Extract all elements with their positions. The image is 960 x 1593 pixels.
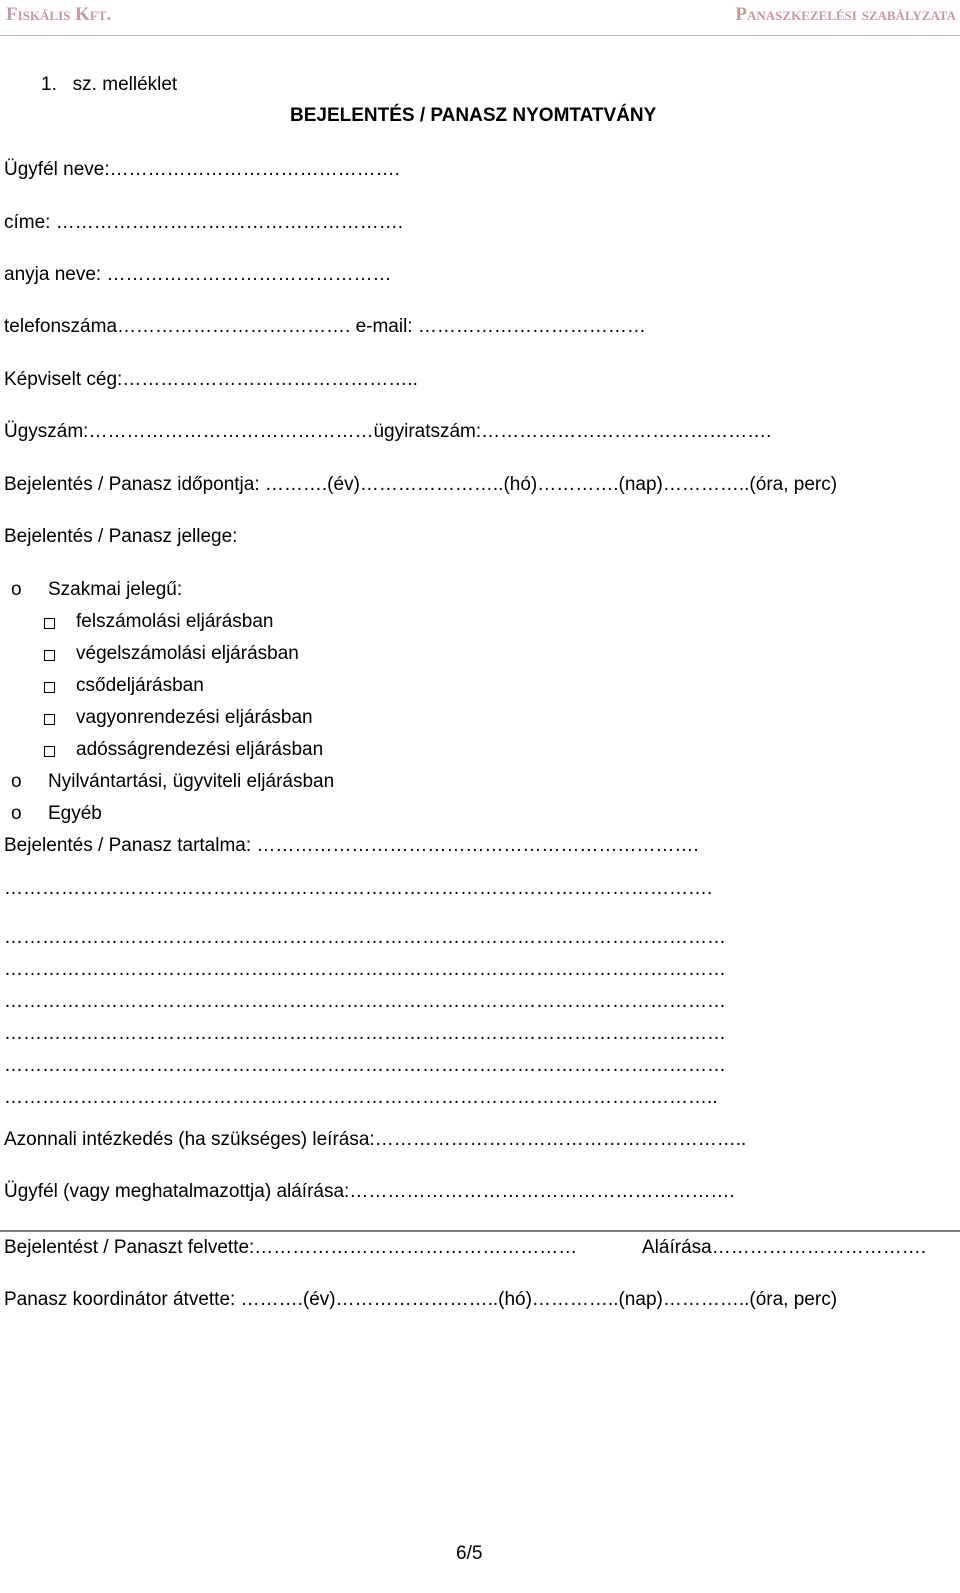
category-registry-administration: Nyilvántartási, ügyviteli eljárásban — [48, 771, 335, 792]
category-other: Egyéb — [48, 803, 102, 824]
checkbox-debt-settlement[interactable] — [44, 746, 55, 757]
content-dot-line: …………………………………………………………………………………………………… — [4, 1023, 726, 1044]
signature-field: Aláírása……………………………. — [642, 1237, 926, 1258]
mother-name-field: anyja neve: ……………………………………… — [4, 264, 392, 285]
complaint-type-label: Bejelentés / Panasz jellege: — [4, 526, 238, 547]
phone-email-field: telefonszáma………………………………. e-mail: ……………………………… — [4, 316, 646, 337]
header-company: Fiskális Kft. — [6, 4, 112, 25]
content-dot-line: …………………………………………………………………………………………………… — [4, 991, 726, 1012]
bullet-icon: o — [11, 771, 22, 792]
category-professional: Szakmai jelegű: — [48, 579, 183, 600]
page-number: 6/5 — [456, 1543, 483, 1564]
content-dot-line: …………………………………………………………………………………………………. — [4, 878, 713, 899]
annex-label: 1. sz. melléklet — [41, 74, 178, 95]
subitem-label: felszámolási eljárásban — [76, 611, 274, 632]
header-divider — [0, 35, 960, 36]
subitem-label: végelszámolási eljárásban — [76, 643, 299, 664]
checkbox-voluntary-liquidation[interactable] — [44, 650, 55, 661]
complaint-content-label: Bejelentés / Panasz tartalma: ……………………………………………………………. — [4, 835, 699, 856]
subitem-label: vagyonrendezési eljárásban — [76, 707, 313, 728]
checkbox-asset-settlement[interactable] — [44, 714, 55, 725]
case-number-field: Ügyszám:………………………………………ügyiratszám:………………………………………. — [4, 421, 772, 442]
form-title: BEJELENTÉS / PANASZ NYOMTATVÁNY — [290, 105, 657, 126]
immediate-action-field: Azonnali intézkedés (ha szükséges) leírása:………………………………………………….. — [4, 1129, 747, 1150]
client-signature-field: Ügyfél (vagy meghatalmazottja) aláírása:……………………………………………………. — [4, 1181, 735, 1202]
header-document-title: Panaszkezelési szabályzata — [735, 4, 956, 25]
address-field: címe: ………………………………………………. — [4, 212, 404, 233]
content-dot-line: …………………………………………………………………………………………………… — [4, 959, 726, 980]
section-divider — [0, 1230, 960, 1232]
client-name-field: Ügyfél neve:………………………………………. — [4, 159, 400, 180]
complaint-date-field: Bejelentés / Panasz időpontja: ……….(év)…………………..(hó)………….(nap)…………..(óra, perc) — [4, 474, 838, 495]
bullet-icon: o — [11, 579, 22, 600]
bullet-icon: o — [11, 803, 22, 824]
subitem-label: adósságrendezési eljárásban — [76, 739, 324, 760]
content-dot-line: …………………………………………………………………………………………………… — [4, 1055, 726, 1076]
checkbox-bankruptcy-proceedings[interactable] — [44, 682, 55, 693]
coordinator-received-field: Panasz koordinátor átvette: ……….(év)……………………..(hó)…………..(nap)…………..(óra, perc) — [4, 1289, 838, 1310]
content-dot-line: …………………………………………………………………………………………………… — [4, 927, 726, 948]
content-dot-line: ………………………………………………………………………………………………….. — [4, 1087, 718, 1108]
subitem-label: csődeljárásban — [76, 675, 204, 696]
checkbox-bankruptcy-liquidation[interactable] — [44, 618, 55, 629]
recorded-by-field: Bejelentést / Panaszt felvette:…………………………………………… — [4, 1237, 578, 1258]
represented-company-field: Képviselt cég:……………………………………….. — [4, 369, 418, 390]
